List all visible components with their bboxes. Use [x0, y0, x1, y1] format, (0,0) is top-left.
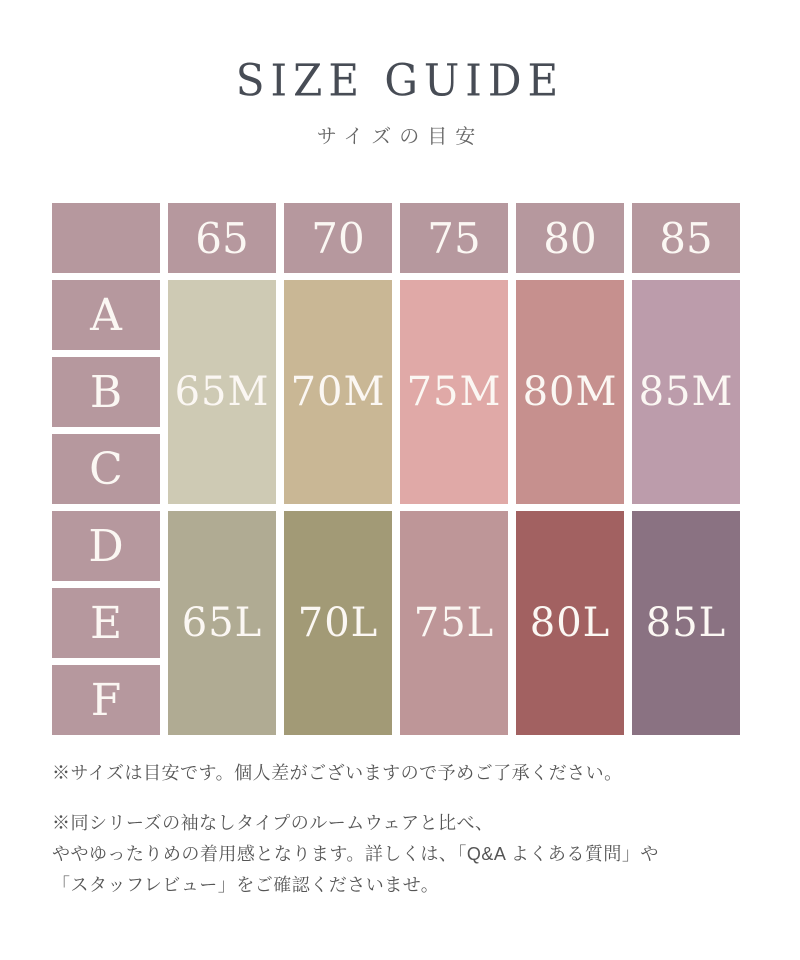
note-size-disclaimer: ※サイズは目安です。個人差がございますので予めご了承ください。 — [52, 763, 623, 783]
row-header-f: F — [52, 665, 160, 735]
size-cell-75m: 75M — [400, 280, 508, 504]
size-cell-85m: 85M — [632, 280, 740, 504]
column-header-75: 75 — [400, 203, 508, 273]
size-cell-75l: 75L — [400, 511, 508, 735]
size-cell-70m: 70M — [284, 280, 392, 504]
size-cell-70l: 70L — [284, 511, 392, 735]
row-header-d: D — [52, 511, 160, 581]
size-cell-65l: 65L — [168, 511, 276, 735]
column-header-85: 85 — [632, 203, 740, 273]
note-fit-line-3: 「スタッフレビュー」をご確認くださいませ。 — [52, 875, 440, 895]
page-title: SIZE GUIDE — [235, 55, 565, 106]
size-cell-65m: 65M — [168, 280, 276, 504]
footnotes — [52, 758, 752, 901]
size-guide-table — [52, 203, 740, 735]
size-cell-80m: 80M — [516, 280, 624, 504]
size-cell-80l: 80L — [516, 511, 624, 735]
column-header-80: 80 — [516, 203, 624, 273]
row-header-e: E — [52, 588, 160, 658]
note-fit-description — [52, 808, 752, 901]
column-header-70: 70 — [284, 203, 392, 273]
note-fit-line-1: ※同シリーズの袖なしタイプのルームウェアと比べ、 — [52, 813, 494, 833]
row-header-c: C — [52, 434, 160, 504]
row-header-a: A — [52, 280, 160, 350]
corner-cell — [52, 203, 160, 273]
size-cell-85l: 85L — [632, 511, 740, 735]
row-header-b: B — [52, 357, 160, 427]
column-header-65: 65 — [168, 203, 276, 273]
note-fit-line-2: ややゆったりめの着用感となります。詳しくは、「Q&A よくある質問」や — [52, 844, 659, 864]
page-subtitle: サイズの目安 — [316, 126, 484, 148]
